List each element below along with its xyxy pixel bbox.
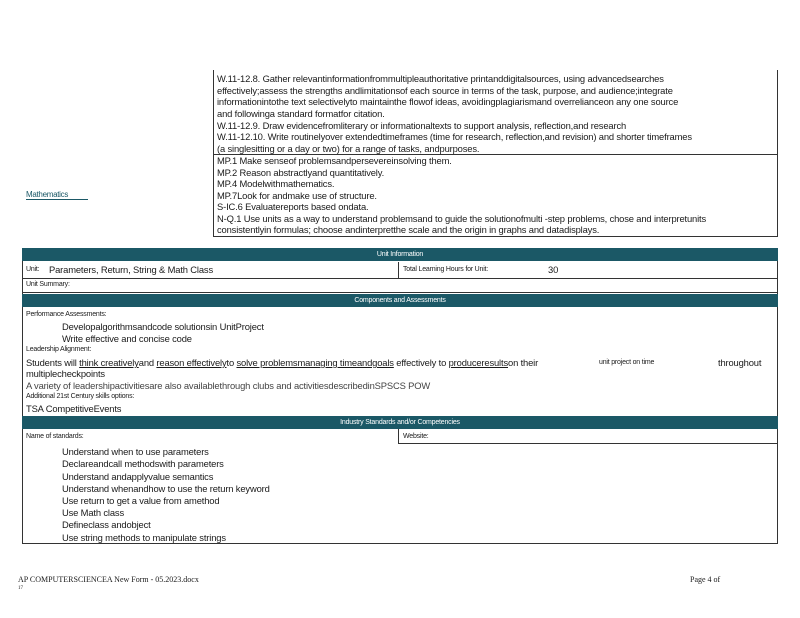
- standard-line: effectively;assess the strengths andlimitationsof each source in terms of the task, purpose, and audience;integrate: [217, 85, 673, 96]
- math-right-border: [777, 154, 778, 236]
- row-divider: [22, 278, 778, 279]
- math-standard-line: MP.2 Reason abstractlyand quantitatively.: [217, 167, 385, 178]
- additional-skills-label: Additional 21st Century skills options:: [26, 393, 135, 400]
- total-hours-value: 30: [548, 264, 559, 275]
- standards-right-border: [777, 70, 778, 154]
- standard-line: W.11-12.9. Draw evidencefromliterary or informationaltexts to support analysis, reflection,and research: [217, 120, 627, 131]
- math-standard-line: consistentlyin formulas; choose andinterpretthe scale and the origin in graphs and datadisplays.: [217, 224, 600, 235]
- standard-line: informationintothe text selectivelyto maintainthe flowof ideas, avoidingplagiarismand overrelianceon any one source: [217, 96, 679, 107]
- leadership-label: Leadership Alignment:: [26, 346, 92, 353]
- math-standard-line: S-IC.6 Evaluatereports based ondata.: [217, 201, 369, 212]
- math-standard-line: N-Q.1 Use units as a way to understand problemsand to guide the solutionofmulti -step problems, chose and interpretunits: [217, 213, 707, 224]
- unit-value: Parameters, Return, String & Math Class: [49, 264, 214, 275]
- total-hours-label: Total Learning Hours for Unit:: [403, 266, 489, 273]
- standard-line: and followinga standard formatfor citation.: [217, 108, 385, 119]
- math-standard-line: MP.4 Modelwithmathematics.: [217, 178, 335, 189]
- cell-divider: [398, 429, 399, 443]
- footer-document-name: AP COMPUTERSCIENCEA New Form - 05.2023.docx: [18, 575, 199, 584]
- row-divider: [22, 292, 778, 293]
- performance-label: Performance Assessments:: [26, 311, 107, 318]
- row-divider: [398, 443, 778, 444]
- leadership-line-2: multiplecheckpoints: [26, 368, 105, 379]
- name-of-standards-label: Name of standards:: [26, 433, 84, 440]
- standard-line: (a singlesitting or a day or two) for a range of tasks, andpurposes.: [217, 143, 480, 154]
- section-divider: [213, 236, 778, 237]
- standard-line: W.11-12.10. Write routinelyover extendedtimeframes (time for research, reflection,and revision) and shorter timeframes: [217, 131, 692, 142]
- unit-information-header: Unit Information: [22, 248, 778, 261]
- standard-line: W.11-12.8. Gather relevantinformationfrommultipleauthoritative printanddigitalsources, using advancedsearches: [217, 73, 664, 84]
- leadership-tail: throughout: [718, 357, 762, 368]
- website-label: Website:: [403, 433, 429, 440]
- math-standard-line: MP.7Look for andmake use of structure.: [217, 190, 377, 201]
- cell-divider: [398, 262, 399, 278]
- leadership-small-text: unit project on time: [599, 359, 655, 366]
- leadership-text: Students will think creativelyand reason effectivelyto solve problemsmanaging timeandgoals effectively to produceresultson their: [26, 357, 539, 368]
- math-left-border: [213, 154, 214, 236]
- table-bottom-border: [22, 543, 778, 544]
- additional-skills-value: TSA CompetitiveEvents: [26, 403, 122, 414]
- footer-page-number: Page 4 of: [690, 575, 721, 584]
- footer-page-total: 17: [18, 586, 23, 591]
- math-standard-line: MP.1 Make senseof problemsandpersevereinsolving them.: [217, 155, 452, 166]
- unit-label: Unit:: [26, 266, 40, 273]
- components-header: Components and Assessments: [22, 294, 778, 307]
- mathematics-label: Mathematics: [26, 190, 88, 200]
- variety-text: A variety of leadershipactivitiesare also availablethrough clubs and activitiesdescribedinSPSCS POW: [26, 380, 431, 391]
- standards-left-border: [213, 70, 214, 154]
- unit-summary-label: Unit Summary:: [26, 281, 70, 288]
- industry-standards-header: Industry Standards and/or Competencies: [22, 416, 778, 429]
